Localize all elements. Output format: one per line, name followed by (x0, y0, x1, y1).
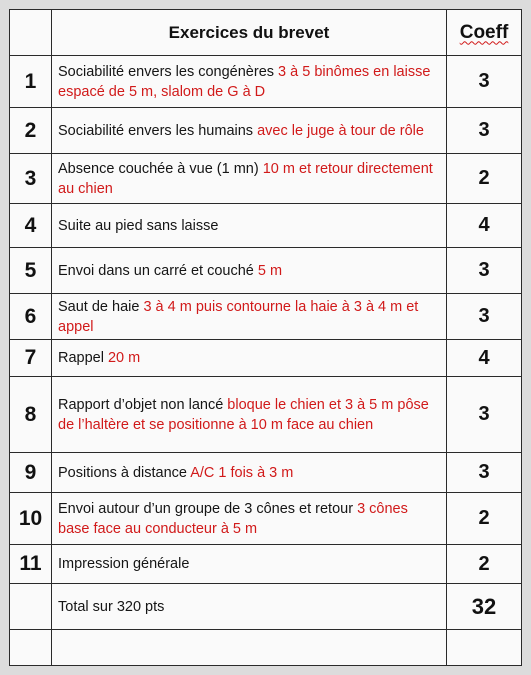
exercise-text: Envoi dans un carré et couché (58, 262, 254, 279)
header-empty-cell (10, 10, 52, 56)
row-number: 11 (10, 545, 52, 584)
table-row (10, 377, 522, 453)
table-row (10, 248, 522, 294)
row-number: 5 (10, 248, 52, 294)
header-title: Exercices du brevet (52, 10, 447, 56)
row-number: 10 (10, 493, 52, 545)
exercise-note: avec le juge à tour de rôle (257, 122, 424, 139)
exercise-text: Absence couchée à vue (1 mn) (58, 160, 259, 177)
exercise-text: Envoi autour d’un groupe de 3 cônes et retour (58, 500, 354, 517)
header-row (10, 10, 522, 56)
blank-cell (10, 630, 52, 666)
row-exercise (52, 108, 447, 154)
row-coeff: 3 (447, 248, 522, 294)
row-coeff: 3 (447, 56, 522, 108)
table-row (10, 154, 522, 204)
row-exercise (52, 154, 447, 204)
row-coeff: 2 (447, 154, 522, 204)
table-row (10, 56, 522, 108)
table-row (10, 493, 522, 545)
exercise-text: Sociabilité envers les congénères (58, 63, 275, 80)
row-number: 4 (10, 204, 52, 248)
row-exercise (52, 56, 447, 108)
table-row (10, 108, 522, 154)
row-number: 8 (10, 377, 52, 453)
row-coeff: 3 (447, 377, 522, 453)
exercise-note: 5 m (257, 262, 283, 279)
row-exercise (52, 493, 447, 545)
blank-cell (52, 630, 447, 666)
row-exercise (52, 204, 447, 248)
table-row (10, 545, 522, 584)
exercise-text: Saut de haie (58, 298, 140, 315)
row-exercise (52, 377, 447, 453)
exercise-text: Rappel (58, 350, 104, 366)
blank-row (10, 630, 522, 666)
exercise-text: Positions à distance (58, 464, 187, 481)
row-exercise (52, 248, 447, 294)
brevet-sheet (9, 9, 521, 666)
exercise-text: Sociabilité envers les humains (58, 122, 254, 139)
total-empty-cell (10, 584, 52, 630)
row-number: 2 (10, 108, 52, 154)
brevet-table (9, 9, 522, 666)
table-row (10, 294, 522, 340)
total-value: 32 (447, 584, 522, 630)
blank-cell (447, 630, 522, 666)
table-row (10, 340, 522, 377)
exercise-text: Rapport d’objet non lancé (58, 396, 224, 413)
table-row (10, 453, 522, 493)
row-number: 3 (10, 154, 52, 204)
row-coeff: 3 (447, 294, 522, 340)
row-number: 7 (10, 340, 52, 377)
total-row (10, 584, 522, 630)
exercise-note: 10 m et retour directement au chien (58, 160, 433, 197)
exercise-note: 3 à 5 binômes en laisse espacé de 5 m, slalom de G à D (58, 63, 431, 100)
exercise-note: 3 cônes base face au conducteur à 5 m (58, 500, 408, 537)
row-coeff: 4 (447, 340, 522, 377)
exercise-text: Suite au pied sans laisse (58, 217, 219, 234)
total-label: Total sur 320 pts (52, 584, 447, 630)
row-exercise (52, 545, 447, 584)
exercise-note: A/C 1 fois à 3 m (190, 464, 294, 481)
row-number: 9 (10, 453, 52, 493)
row-coeff: 2 (447, 493, 522, 545)
row-coeff: 4 (447, 204, 522, 248)
row-coeff: 3 (447, 108, 522, 154)
row-exercise (52, 294, 447, 340)
exercise-note: 3 à 4 m puis contourne la haie à 3 à 4 m et appel (58, 298, 419, 335)
row-exercise (52, 340, 447, 377)
row-number: 6 (10, 294, 52, 340)
exercise-note: bloque le chien et 3 à 5 m pôse de l’haltère et se positionne à 10 m face au chien (58, 396, 429, 433)
table-row (10, 204, 522, 248)
exercise-note: 20 m (107, 350, 141, 366)
header-coeff: Coeff (447, 10, 522, 56)
row-number: 1 (10, 56, 52, 108)
exercise-text: Impression générale (58, 556, 190, 572)
row-exercise (52, 453, 447, 493)
row-coeff: 2 (447, 545, 522, 584)
row-coeff: 3 (447, 453, 522, 493)
